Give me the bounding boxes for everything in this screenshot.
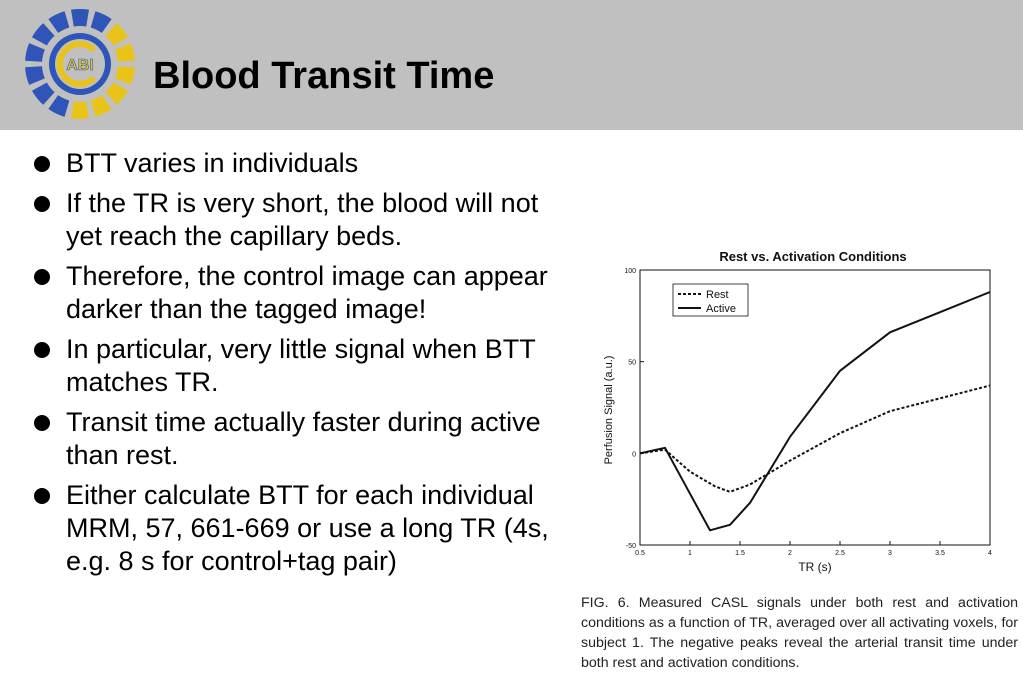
series-line-rest bbox=[640, 386, 990, 492]
y-tick-label: 50 bbox=[628, 359, 636, 367]
x-tick-label: 4 bbox=[988, 550, 992, 557]
x-tick-label: 1 bbox=[688, 550, 692, 557]
x-tick-label: 3 bbox=[888, 550, 892, 557]
logo-ring-segment bbox=[48, 95, 69, 117]
chart-legend bbox=[673, 284, 748, 316]
bullet-icon bbox=[34, 342, 50, 358]
series-line-active bbox=[640, 292, 990, 530]
slide-header bbox=[0, 0, 1023, 130]
bullet-icon bbox=[34, 269, 50, 285]
y-tick-label: 100 bbox=[624, 268, 636, 275]
logo-ring-segment bbox=[71, 101, 89, 119]
logo-ring-segment bbox=[32, 23, 55, 45]
legend-label-rest: Rest bbox=[706, 289, 729, 301]
x-axis-label: TR (s) bbox=[798, 560, 832, 574]
logo-ring-segment bbox=[91, 95, 112, 117]
bullet-icon bbox=[34, 156, 50, 172]
logo-ring-segment bbox=[105, 23, 128, 45]
slide-title: Blood Transit Time bbox=[153, 55, 495, 97]
bullet-item: Either calculate BTT for each individual MRM, 57, 661-669 or use a long TR (4s, e.g. 8 s for control+tag pair) bbox=[34, 479, 574, 578]
bullet-item: Therefore, the control image can appear darker than the tagged image! bbox=[34, 260, 574, 326]
logo-ring-segment bbox=[71, 9, 89, 27]
perfusion-chart bbox=[598, 245, 1008, 580]
bullet-item: BTT varies in individuals bbox=[34, 147, 574, 180]
bullet-item: In particular, very little signal when BTT matches TR. bbox=[34, 333, 574, 399]
legend-label-active: Active bbox=[706, 303, 736, 315]
logo-ring-segment bbox=[115, 66, 135, 85]
figure-caption: FIG. 6. Measured CASL signals under both rest and activation conditions as a function of TR, averaged over all activating voxels, for subject 1. The negative peaks reveal the arterial transit time under both rest and activation conditions. bbox=[581, 595, 1018, 671]
bullet-item: If the TR is very short, the blood will not yet reach the capillary beds. bbox=[34, 187, 574, 253]
logo-ring-segment bbox=[25, 66, 45, 85]
bullet-item: Transit time actually faster during active than rest. bbox=[34, 406, 574, 472]
logo-ring-segment bbox=[91, 11, 112, 33]
abi-logo bbox=[22, 6, 138, 122]
x-tick-label: 1.5 bbox=[735, 550, 745, 557]
logo-ring-segment bbox=[25, 43, 45, 62]
bullet-icon bbox=[34, 488, 50, 504]
x-tick-label: 2 bbox=[788, 550, 792, 557]
y-tick-label: -50 bbox=[625, 543, 636, 550]
logo-text: ABI bbox=[66, 57, 94, 74]
y-axis-label: Perfusion Signal (a.u.) bbox=[603, 355, 615, 465]
logo-ring-segment bbox=[115, 43, 135, 62]
bullet-list bbox=[34, 147, 574, 585]
logo-ring-segment bbox=[32, 83, 55, 105]
x-tick-label: 0.5 bbox=[635, 550, 645, 557]
bullet-icon bbox=[34, 196, 50, 212]
x-tick-label: 3.5 bbox=[935, 550, 945, 557]
logo-ring-segment bbox=[48, 11, 69, 33]
y-tick-label: 0 bbox=[632, 451, 636, 459]
chart-title: Rest vs. Activation Conditions bbox=[719, 249, 907, 264]
bullet-icon bbox=[34, 415, 50, 431]
logo-ring-segment bbox=[105, 83, 128, 105]
x-tick-label: 2.5 bbox=[835, 550, 845, 557]
